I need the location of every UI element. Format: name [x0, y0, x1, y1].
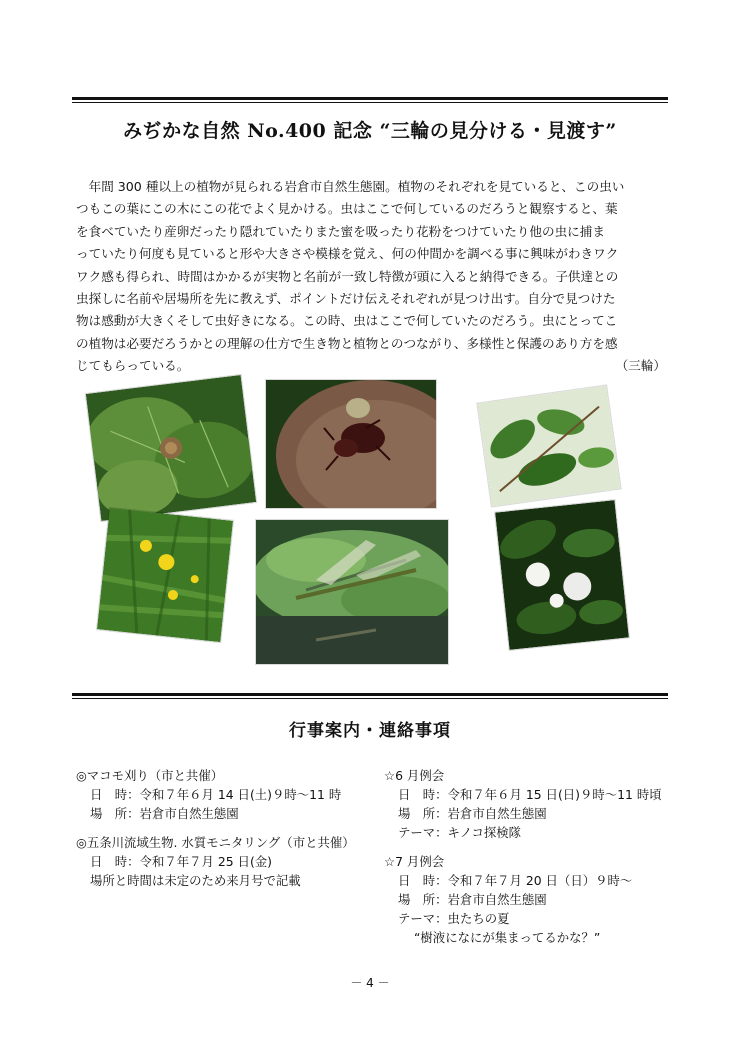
event-place: 場 所：岩倉市自然生態園	[90, 806, 239, 821]
event-theme-subtitle: “樹液になにが集まってるかな？”	[414, 930, 601, 945]
article-line: 虫探しに名前や居場所を先に教えず、ポイントだけ伝えそれぞれが見つけ出す。自分で見つけた	[76, 291, 616, 307]
event-title: ☆6 月例会	[384, 768, 445, 783]
article-line-last	[76, 355, 666, 377]
event-datetime: 日 時：令和７年７月 25 日(金)	[90, 854, 272, 869]
event-place: 場 所：岩倉市自然生態園	[398, 892, 547, 907]
event-monitoring	[76, 833, 376, 890]
event-place: 場 所：岩倉市自然生態園	[398, 806, 547, 821]
article-line: つもこの葉にこの木にこの花でよく見かける。虫はここで何しているのだろうと観察すると、葉	[76, 201, 618, 217]
events-right	[384, 766, 674, 957]
event-theme: テーマ：虫たちの夏	[398, 911, 510, 926]
middle-rule-thin	[72, 698, 668, 699]
article-line: を食べていたり産卵だったり隠れていたりまた蜜を吸ったり花粉をつけていたり他の虫に捕ま	[76, 223, 605, 239]
top-rule-thin	[72, 102, 668, 103]
author-signature: （三輪）	[615, 358, 666, 374]
photo-beetle-on-log	[266, 380, 436, 508]
article-line: 物は感動が大きくそして虫好きになる。この時、虫はここで何していたのだろう。虫にとってこ	[76, 313, 618, 329]
event-july-meeting	[384, 852, 674, 947]
events-left	[76, 766, 376, 900]
article-title: みぢかな自然 No.400 記念 “三輪の見分ける・見渡す”	[123, 120, 617, 142]
article-line: 年間 300 種以上の植物が見られる岩倉市自然生態園。植物のそれぞれを見ていると、この虫い	[76, 179, 625, 194]
section-title: 行事案内・連絡事項	[289, 721, 451, 741]
event-datetime: 日 時：令和７年７月 20 日（日）９時～	[398, 873, 633, 888]
event-title: ◎マコモ刈り（市と共催）	[76, 768, 224, 783]
article-line: の植物は必要だろうかとの理解の仕方で生き物と植物とのつながり、多様性と保護のあり方を感	[76, 335, 618, 351]
event-datetime: 日 時：令和７年６月 14 日(土)９時～11 時	[90, 787, 342, 802]
page-number: － 4 －	[350, 976, 390, 990]
top-rule	[72, 97, 668, 100]
article-line: じてもらっている。	[76, 358, 190, 374]
photo-snail-on-leaf	[86, 375, 256, 521]
article-line: ワク感も得られ、時間はかかるが実物と名前が一致し特徴が頭に入ると納得できる。子供達との	[76, 268, 619, 284]
event-makomo	[76, 766, 376, 823]
event-june-meeting	[384, 766, 674, 842]
photo-white-flowers	[495, 500, 629, 650]
photo-yellow-dandelions	[97, 508, 233, 642]
middle-rule	[72, 693, 668, 696]
article-body	[76, 176, 666, 378]
photo-dragonflies-on-lily-pad	[256, 520, 448, 664]
event-title: ◎五条川流域生物. 水質モニタリング（市と共催）	[76, 835, 355, 850]
photo-leaves-branch	[477, 385, 620, 506]
article-line: っていたり何度も見ていると形や大きさや模様を覚え、何の仲間かを調べる事に興味がわきワク	[76, 246, 619, 262]
event-theme: テーマ：キノコ探検隊	[398, 825, 522, 840]
event-note: 場所と時間は未定のため来月号で記載	[90, 873, 301, 888]
event-datetime: 日 時：令和７年６月 15 日(日)９時～11 時頃	[398, 787, 662, 802]
event-title: ☆7 月例会	[384, 854, 445, 869]
